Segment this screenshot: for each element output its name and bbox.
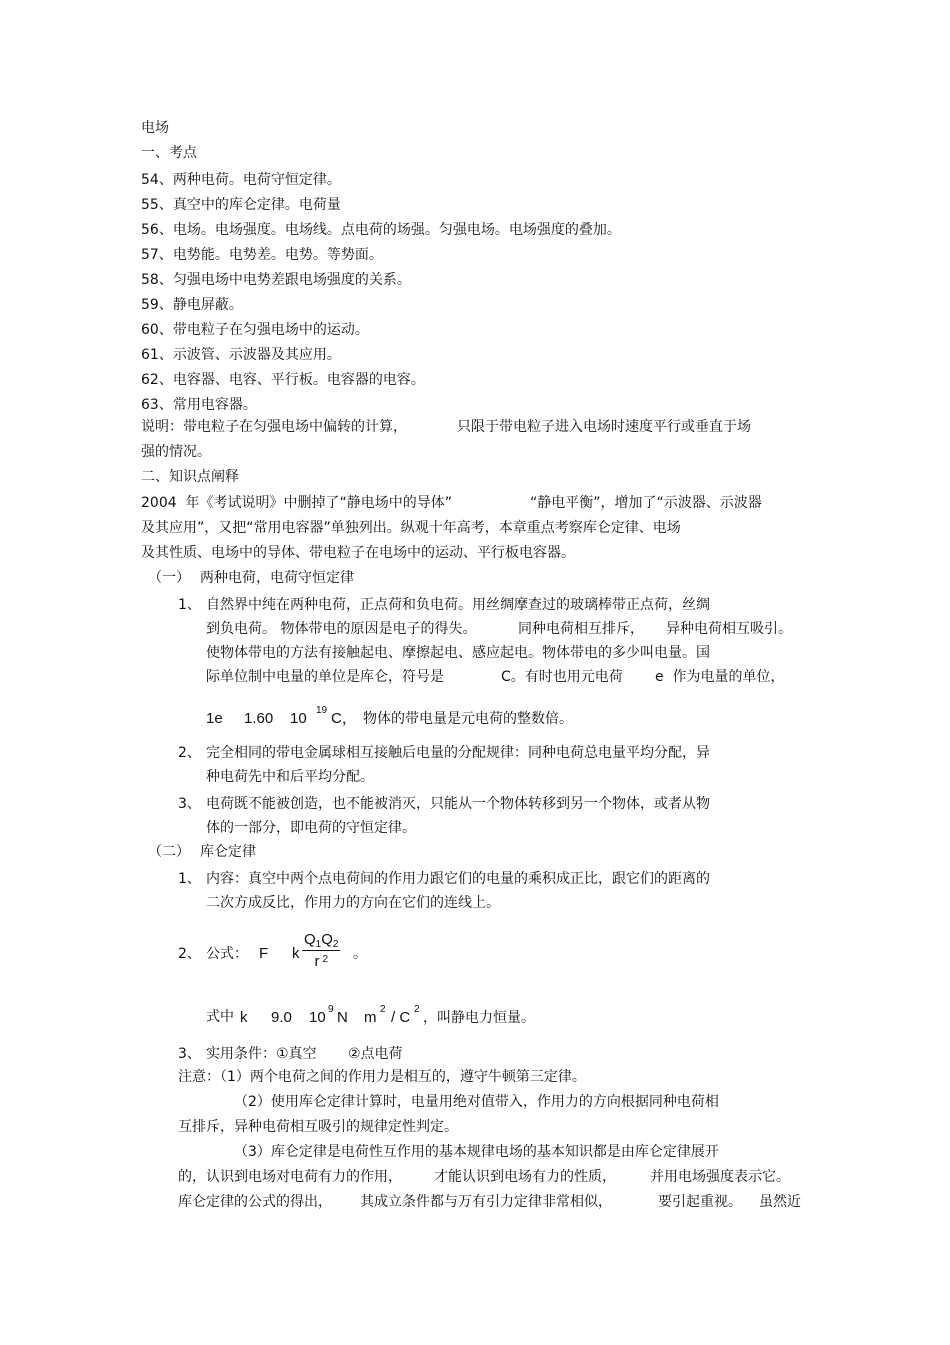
equation-exponent: 19 xyxy=(316,705,328,716)
list-item: 62、电容器、电容、平行板。电容器的电容。 xyxy=(141,372,425,388)
formula-symbol-k: k xyxy=(292,945,300,962)
notice-line: 的，认识到电场对电荷有力的作用， xyxy=(178,1169,402,1185)
paragraph-line: 电荷既不能被创造，也不能被消灭，只能从一个物体转移到另一个物体，或者从物 xyxy=(206,796,710,812)
notice-line: 注意：（1）两个电荷之间的作用力是相互的，遵守牛顿第三定律。 xyxy=(178,1069,586,1085)
note-text: 强的情况。 xyxy=(141,444,211,460)
unit-exponent: 2 xyxy=(414,1004,420,1015)
paragraph-line: 内容：真空中两个点电荷间的作用力跟它们的电量的乘积成正比，跟它们的距离的 xyxy=(206,871,710,887)
equation-term: 1e xyxy=(206,710,223,727)
paragraph-line: 同种电荷相互排斥， xyxy=(518,621,644,637)
paragraph-line: 种电荷先中和后平均分配。 xyxy=(206,769,374,785)
notice-line: 并用电场强度表示它。 xyxy=(650,1169,790,1185)
paragraph-line: 异种电荷相互吸引。 xyxy=(666,621,792,637)
equation-term: 1.60 xyxy=(244,710,274,727)
notice-line: 才能认识到电场有力的性质， xyxy=(434,1169,616,1185)
intro-paragraph: “静电平衡”，增加了“示波器、示波器 xyxy=(530,495,762,511)
unit-exponent: 2 xyxy=(380,1004,386,1015)
unit-C: / C xyxy=(391,1009,411,1026)
paragraph-line: C。有时也用元电荷 xyxy=(501,669,623,685)
intro-paragraph: 2004 年《考试说明》中删掉了“静电场中的导体” xyxy=(141,495,453,511)
constant-ten: 10 xyxy=(309,1009,326,1026)
paragraph-line: 二次方成反比，作用力的方向在它们的连线上。 xyxy=(206,895,500,911)
item-number: 1、 xyxy=(178,871,201,887)
formula-symbol-F: F xyxy=(259,945,269,962)
list-item: 57、电势能。电势差。电势。等势面。 xyxy=(141,247,383,263)
fraction-numerator: $Q_1Q_2$ xyxy=(304,931,339,950)
subsection-number: （一） xyxy=(148,570,190,586)
notice-line: 要引起重视。 xyxy=(658,1194,742,1210)
fraction-denominator: r $^2$ xyxy=(314,953,329,970)
unit-m: m xyxy=(364,1009,377,1026)
intro-paragraph: 及其性质、电场中的导体、带电粒子在电场中的运动、平行板电容器。 xyxy=(141,545,575,561)
constant-value: 9.0 xyxy=(271,1009,292,1026)
list-item: 61、示波管、示波器及其应用。 xyxy=(141,347,341,363)
paragraph-line: 到负电荷。 物体带电的原因是电子的得失。 xyxy=(206,621,477,637)
notice-line: 虽然近 xyxy=(759,1194,801,1210)
paragraph-line: 式中 xyxy=(206,1009,234,1025)
subsection-title: 两种电荷，电荷守恒定律 xyxy=(200,570,354,586)
unit-N: N xyxy=(337,1009,348,1026)
list-item: 63、常用电容器。 xyxy=(141,397,257,413)
constant-symbol: k xyxy=(240,1009,248,1026)
paragraph-line: 物体的带电量是元电荷的整数倍。 xyxy=(363,711,573,727)
formula-end-mark: 。 xyxy=(353,946,367,962)
document-title: 电场 xyxy=(141,120,169,136)
notice-line: （2）使用库仑定律计算时，电量用绝对值带入，作用力的方向根据同种电荷相 xyxy=(234,1094,719,1110)
notice-line: 库仑定律的公式的得出， xyxy=(178,1194,332,1210)
notice-line: （3）库仑定律是电荷性互作用的基本规律电场的基本知识都是由库仑定律展开 xyxy=(234,1144,719,1160)
paragraph-line: 体的一部分，即电荷的守恒定律。 xyxy=(206,820,416,836)
note-text: 只限于带电粒子进入电场时速度平行或垂直于场 xyxy=(457,419,751,435)
section-heading-exam-points: 一、考点 xyxy=(141,145,197,161)
formula-label: 公式： xyxy=(206,946,248,962)
section-heading-knowledge: 二、知识点阐释 xyxy=(141,469,239,485)
item-number: 3、 xyxy=(178,796,201,812)
equation-term: 10 xyxy=(290,710,307,727)
item-number: 2、 xyxy=(178,946,201,962)
equation-unit: C， xyxy=(331,710,357,727)
paragraph-line: ②点电荷 xyxy=(348,1046,403,1062)
subsection-number: （二） xyxy=(148,844,190,860)
list-item: 58、匀强电场中电势差跟电场强度的关系。 xyxy=(141,272,411,288)
paragraph-line: 实用条件：①真空 xyxy=(206,1046,317,1062)
list-item: 54、两种电荷。电荷守恒定律。 xyxy=(141,172,341,188)
paragraph-line: 完全相同的带电金属球相互接触后电量的分配规律：同种电荷总电量平均分配，异 xyxy=(206,745,710,761)
list-item: 56、电场。电场强度。电场线。点电荷的场强。匀强电场。电场强度的叠加。 xyxy=(141,222,621,238)
intro-paragraph: 及其应用”，又把“常用电容器”单独列出。纵观十年高考，本章重点考察库仑定律、电场 xyxy=(141,520,681,536)
paragraph-line: 自然界中纯在两种电荷，正点荷和负电荷。用丝绸摩查过的玻璃棒带正点荷，丝绸 xyxy=(206,597,710,613)
notice-line: 互排斥，异种电荷相互吸引的规律定性判定。 xyxy=(178,1119,458,1135)
note-text: 说明：带电粒子在匀强电场中偏转的计算， xyxy=(141,419,407,435)
subsection-title: 库仑定律 xyxy=(200,844,256,860)
paragraph-line: e 作为电量的单位， xyxy=(655,669,785,685)
paragraph-line: 使物体带电的方法有接触起电、摩擦起电、感应起电。物体带电的多少叫电量。国 xyxy=(206,645,710,661)
paragraph-line: ，叫静电力恒量。 xyxy=(423,1010,535,1026)
item-number: 2、 xyxy=(178,745,201,761)
item-number: 3、 xyxy=(178,1046,201,1062)
constant-exponent: 9 xyxy=(328,1004,334,1015)
item-number: 1、 xyxy=(178,597,201,613)
notice-line: 其成立条件都与万有引力定律非常相似， xyxy=(360,1194,612,1210)
list-item: 59、静电屏蔽。 xyxy=(141,297,243,313)
list-item: 55、真空中的库仑定律。电荷量 xyxy=(141,197,341,213)
paragraph-line: 际单位制中电量的单位是库仑，符号是 xyxy=(206,669,444,685)
formula-fraction xyxy=(302,932,340,969)
list-item: 60、带电粒子在匀强电场中的运动。 xyxy=(141,322,369,338)
